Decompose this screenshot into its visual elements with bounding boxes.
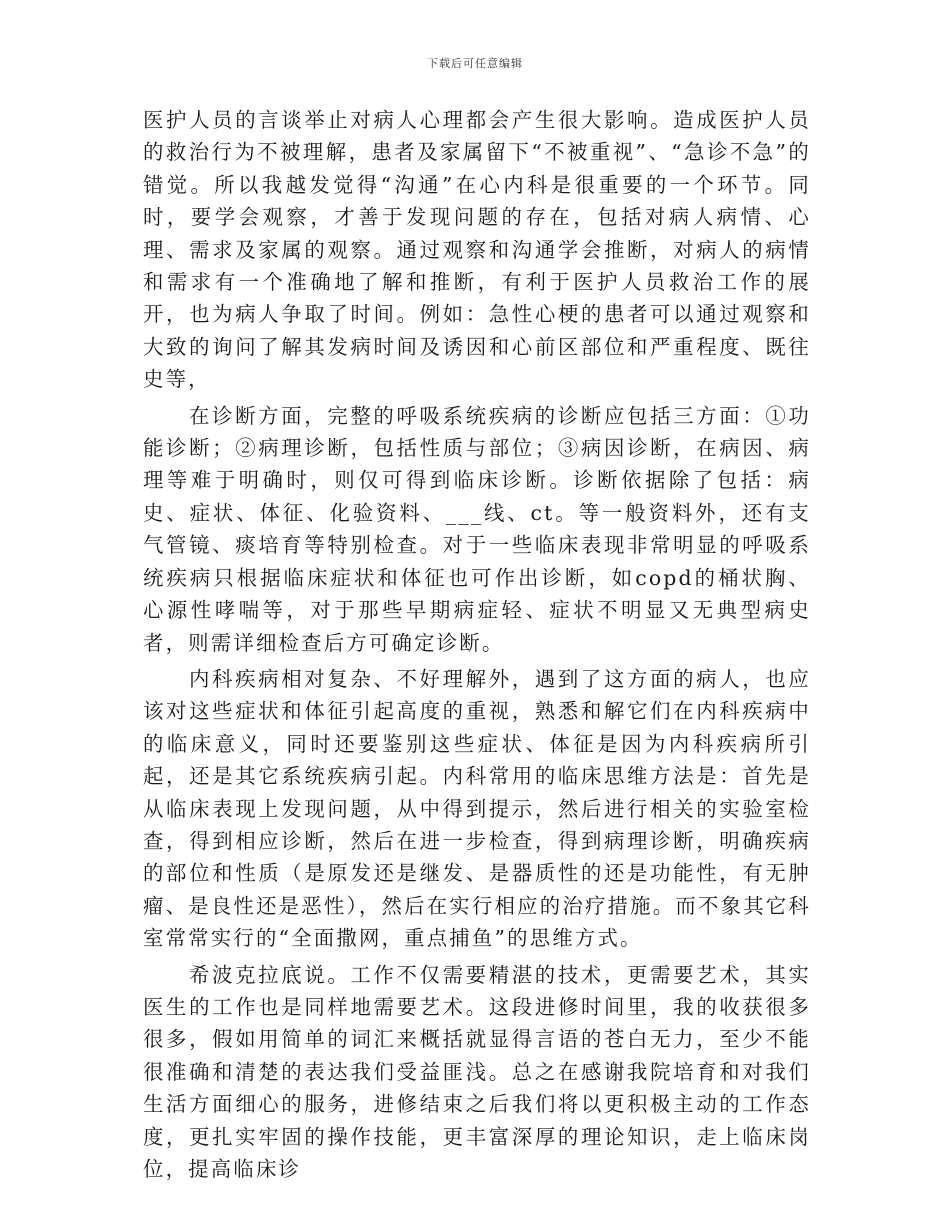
paragraph-4: 希波克拉底说。工作不仅需要精湛的技术，更需要艺术，其实医生的工作也是同样地需要艺术。这段进修时间里，我的收获很多很多，假如用简单的词汇来概括就显得言语的苍白无力，至少不能很准确和清楚的表达我们受益匪浅。总之在感谢我院培育和对我们生活方面细心的服务，进修结束之后我们将以更积极主动的工作态度，更扎实牢固的操作技能，更丰富深厚的理论知识，走上临床岗位，提高临床诊	[143, 962, 811, 1181]
paragraph-1: 医护人员的言谈举止对病人心理都会产生很大影响。造成医护人员的救治行为不被理解，患者及家属留下“不被重视”、“急诊不急”的错觉。所以我越发觉得“沟通”在心内科是很重要的一个环节。同时，要学会观察，才善于发现问题的存在，包括对病人病情、心理、需求及家属的观察。通过观察和沟通学会推断，对病人的病情和需求有一个准确地了解和推断，有利于医护人员救治工作的展开，也为病人争取了时间。例如：急性心梗的患者可以通过观察和大致的询问了解其发病时间及诱因和心前区部位和严重程度、既往史等，	[143, 108, 811, 392]
page-header: 下载后可任意编辑	[427, 57, 523, 70]
paragraph-2: 在诊断方面，完整的呼吸系统疾病的诊断应包括三方面：①功能诊断；②病理诊断，包括性质与部位；③病因诊断，在病因、病理等难于明确时，则仅可得到临床诊断。诊断依据除了包括：病史、症状、体征、化验资料、___线、ct。等一般资料外，还有支气管镜、痰培育等特别检查。对于一些临床表现非常明显的呼吸系统疾病只根据临床症状和体征也可作出诊断，如copd的桶状胸、心源性哮喘等，对于那些早期病症轻、症状不明显又无典型病史者，则需详细检查后方可确定诊断。	[143, 403, 811, 655]
document-body	[143, 104, 811, 1189]
paragraph-3: 内科疾病相对复杂、不好理解外，遇到了这方面的病人，也应该对这些症状和体征引起高度的重视，熟悉和解它们在内科疾病中的临床意义，同时还要鉴别这些症状、体征是因为内科疾病所引起，还是其它系统疾病引起。内科常用的临床思维方法是：首先是从临床表现上发现问题，从中得到提示，然后进行相关的实验室检查，得到相应诊断，然后在进一步检查，得到病理诊断，明确疾病的部位和性质（是原发还是继发、是器质性的还是功能性，有无肿瘤、是良性还是恶性），然后在实行相应的治疗措施。而不象其它科室常常实行的“全面撒网，重点捕鱼”的思维方式。	[143, 666, 811, 951]
